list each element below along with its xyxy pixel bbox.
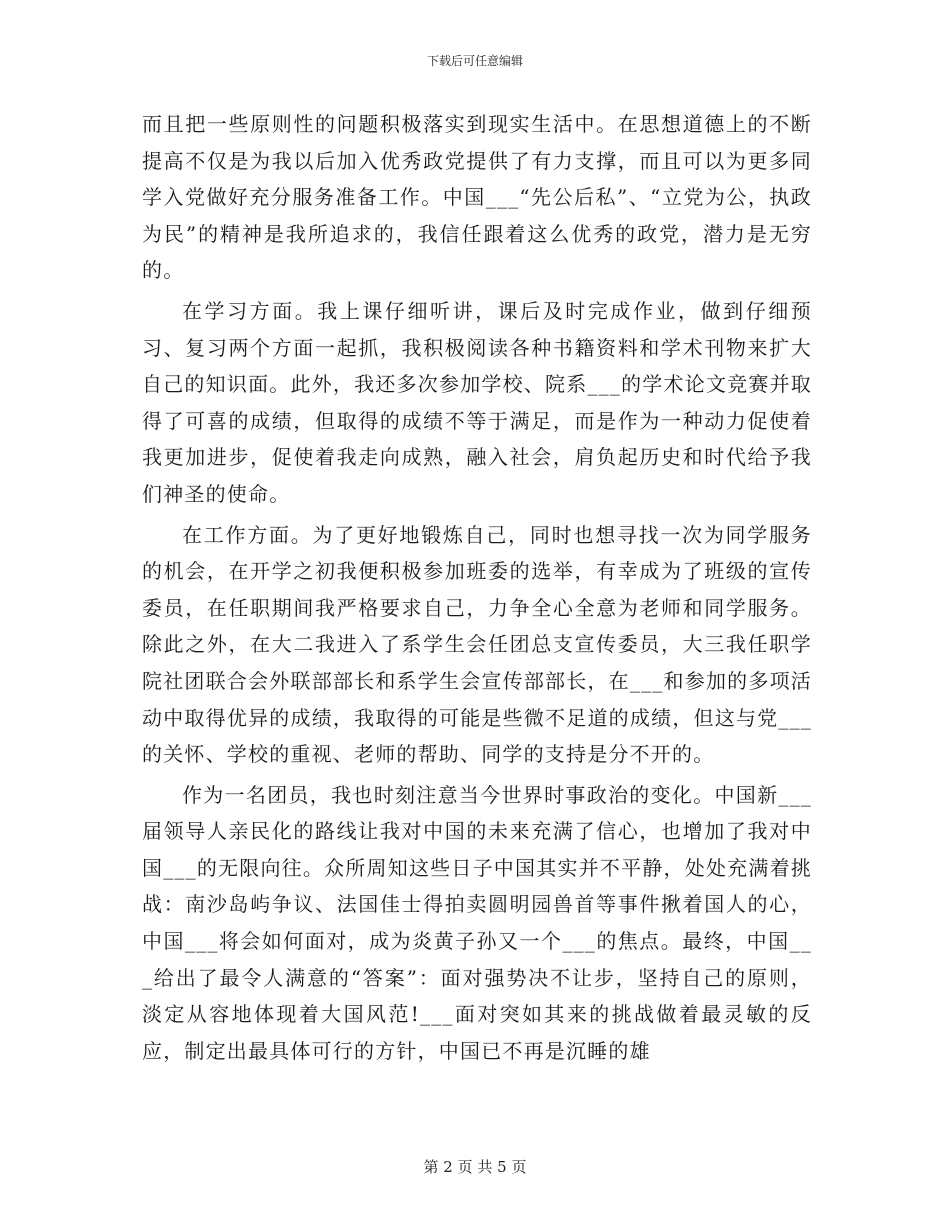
document-body xyxy=(142,106,812,1073)
paragraph-3: 在工作方面。为了更好地锻炼自己，同时也想寻找一次为同学服务的机会，在开学之初我便积极参加班委的选举，有幸成为了班级的宣传委员，在任职期间我严格要求自己，力争全心全意为老师和同学服务。除此之外，在大二我进入了系学生会任团总支宣传委员，大三我任职学院社团联合会外联部部长和系学生会宣传部部长，在___和参加的多项活动中取得优异的成绩，我取得的可能是些微不足道的成绩，但这与党___的关怀、学校的重视、老师的帮助、同学的支持是分不开的。 xyxy=(142,522,812,767)
page-header: 下载后可任意编辑 xyxy=(426,54,523,68)
paragraph-4: 作为一名团员，我也时刻注意当今世界时事政治的变化。中国新___届领导人亲民化的路线让我对中国的未来充满了信心，也增加了我对中国___的无限向往。众所周知这些日子中国其实并不平静，处处充满着挑战：南沙岛屿争议、法国佳士得拍卖圆明园兽首等事件揪着国人的心，中国___将会如何面对，成为炎黄子孙又一个___的焦点。最终，中国___给出了最令人满意的“答案”：面对强势决不让步，坚持自己的原则，淡定从容地体现着大国风范!___面对突如其来的挑战做着最灵敏的反应，制定出最具体可行的方针，中国已不再是沉睡的雄 xyxy=(142,782,812,1063)
page-footer: 第 2 页 共 5 页 xyxy=(423,1158,527,1176)
paragraph-1: 而且把一些原则性的问题积极落实到现实生活中。在思想道德上的不断提高不仅是为我以后加入优秀政党提供了有力支撑，而且可以为更多同学入党做好充分服务准备工作。中国___“先公后私”、“立党为公，执政为民”的精神是我所追求的，我信任跟着这么优秀的政党，潜力是无穷的。 xyxy=(142,112,812,283)
paragraph-2: 在学习方面。我上课仔细听讲，课后及时完成作业，做到仔细预习、复习两个方面一起抓，我积极阅读各种书籍资料和学术刊物来扩大自己的知识面。此外，我还多次参加学校、院系___的学术论文竞赛并取得了可喜的成绩，但取得的成绩不等于满足，而是作为一种动力促使着我更加进步，促使着我走向成熟，融入社会，肩负起历史和时代给予我们神圣的使命。 xyxy=(142,298,812,506)
